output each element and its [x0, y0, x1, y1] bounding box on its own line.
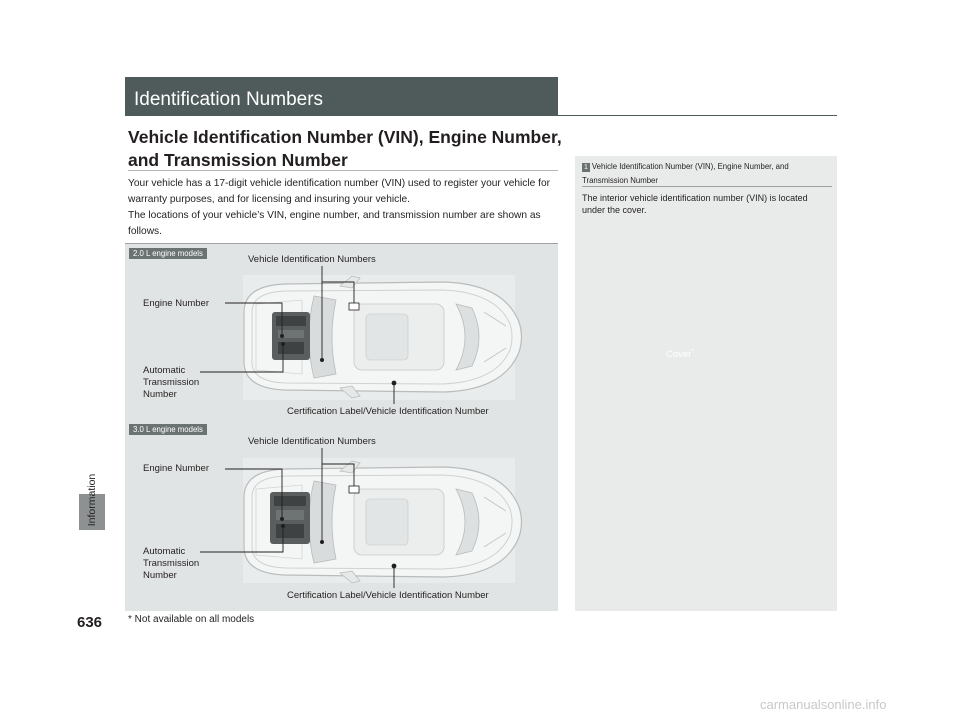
transmission-label-1	[143, 365, 199, 401]
engine-model-badge-2: 3.0 L engine models	[129, 424, 207, 435]
transmission-label-line: Number	[143, 389, 177, 400]
engine-number-label-1: Engine Number	[143, 298, 210, 309]
engine-number-label-2: Engine Number	[143, 463, 210, 474]
page-number: 636	[77, 614, 103, 631]
transmission-label-line: Automatic	[143, 546, 186, 557]
body-line: The locations of your vehicle’s VIN, engine number, and transmission number are shown as follows.	[128, 210, 541, 237]
section-heading: Vehicle Identification Number (VIN), Engine Number, and Transmission Number	[128, 127, 562, 170]
vin-label-1: Vehicle Identification Numbers	[248, 254, 376, 265]
engine-model-badge-1: 2.0 L engine models	[129, 248, 207, 259]
cover-label-text: Cover	[666, 349, 692, 361]
side-tab-label: Information	[86, 473, 98, 527]
note-panel	[575, 156, 837, 611]
vin-label-2: Vehicle Identification Numbers	[248, 436, 376, 447]
transmission-label-line: Automatic	[143, 365, 186, 376]
cover-asterisk: *	[691, 349, 694, 355]
transmission-label-line: Number	[143, 570, 177, 581]
cert-label-2: Certification Label/Vehicle Identification Number	[287, 590, 489, 601]
footnote: * Not available on all models	[128, 614, 255, 625]
note-rule	[582, 186, 832, 187]
engine-block-2	[270, 492, 310, 544]
transmission-label-line: Transmission	[143, 377, 200, 388]
cert-label-1: Certification Label/Vehicle Identification Number	[287, 406, 489, 417]
page-title: Identification Numbers	[134, 89, 324, 110]
transmission-label-2	[143, 546, 199, 582]
note-marker-icon: 1	[584, 164, 588, 171]
transmission-label-line: Transmission	[143, 558, 200, 569]
note-text: The interior vehicle identification number (VIN) is located under the cover.	[582, 193, 808, 215]
watermark: carmanualsonline.info	[760, 697, 887, 712]
note-heading-text: Vehicle Identification Number (VIN), Engine Number, and Transmission Number	[582, 162, 789, 185]
engine-block-1	[272, 312, 310, 360]
cover-label	[666, 346, 694, 361]
body-line: Your vehicle has a 17-digit vehicle identification number (VIN) used to register your vehicle for warranty purposes, and for licensing and insuring your vehicle.	[128, 178, 551, 205]
note-heading	[582, 160, 832, 188]
